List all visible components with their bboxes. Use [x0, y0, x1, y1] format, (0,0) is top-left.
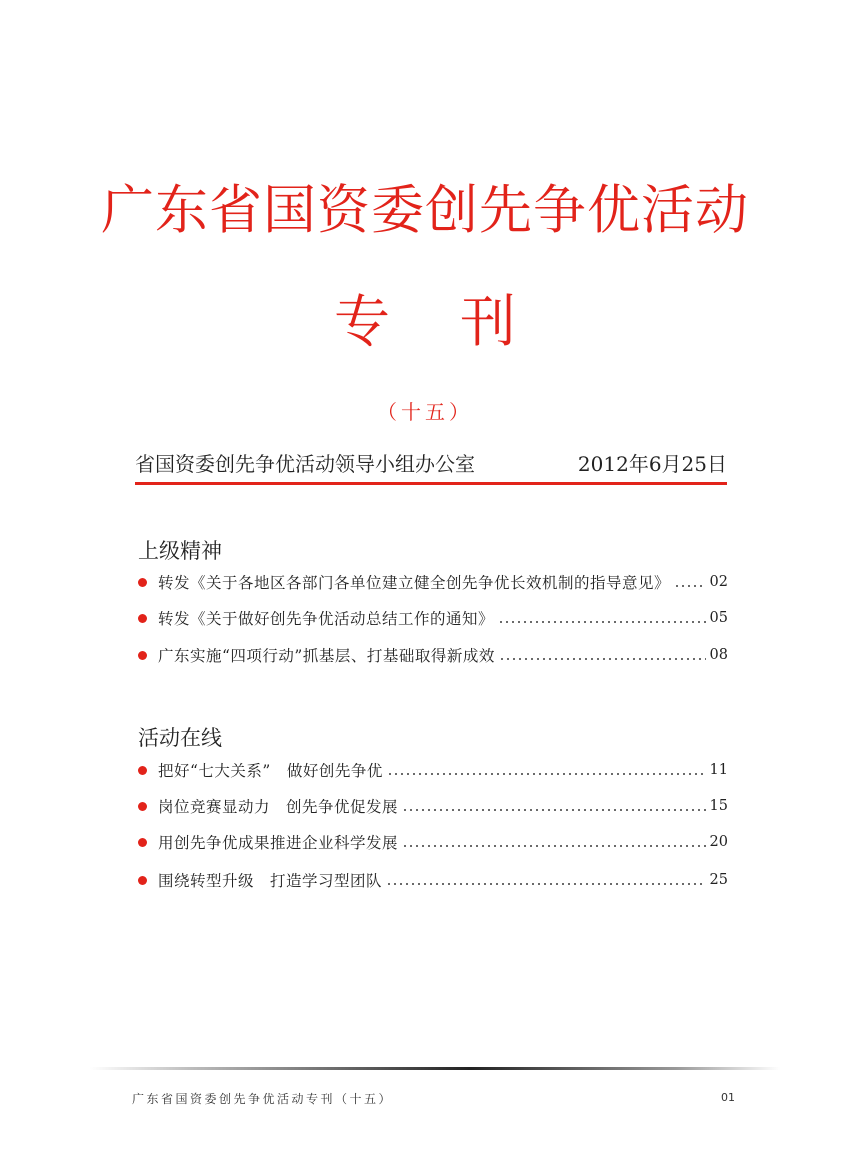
toc-item-text: 围绕转型升级 打造学习型团队: [158, 872, 383, 890]
dot-leader: [402, 845, 706, 847]
bullet-icon: [138, 766, 147, 775]
toc-item-text: 转发《关于做好创先争优活动总结工作的通知》: [158, 610, 495, 628]
dot-leader: [499, 658, 706, 660]
bullet-icon: [138, 614, 147, 623]
footer-title: 广东省国资委创先争优活动专刊（十五）: [132, 1092, 394, 1106]
toc-item-page: 02: [709, 574, 728, 590]
toc-item[interactable]: [138, 795, 728, 817]
toc-item-page: 15: [709, 798, 728, 814]
header-divider: [135, 482, 727, 485]
bullet-icon: [138, 578, 147, 587]
page-title: 广东省国资委创先争优活动: [101, 180, 749, 241]
toc-item[interactable]: [138, 759, 728, 781]
bullet-icon: [138, 651, 147, 660]
page-subtitle: 专刊: [334, 290, 586, 355]
bullet-icon: [138, 876, 147, 885]
dot-leader: [387, 773, 706, 775]
section-title-activities-online: 活动在线: [138, 726, 222, 750]
footer-divider: [90, 1067, 780, 1070]
dot-leader: [674, 585, 706, 587]
toc-item-text: 广东实施“四项行动”抓基层、打基础取得新成效: [158, 647, 495, 665]
toc-item-page: 25: [709, 872, 728, 888]
dot-leader: [402, 809, 706, 811]
publication-date: 2012年6月25日: [577, 452, 727, 476]
dot-leader: [498, 621, 706, 623]
toc-item-page: 20: [709, 834, 728, 850]
publisher: 省国资委创先争优活动领导小组办公室: [135, 452, 475, 476]
toc-item[interactable]: [138, 607, 728, 629]
toc-item[interactable]: [138, 831, 728, 853]
toc-item[interactable]: [138, 571, 728, 593]
toc-item[interactable]: [138, 644, 728, 666]
toc-item-page: 05: [709, 610, 728, 626]
footer-page-number: 01: [721, 1091, 735, 1104]
toc-item-text: 把好“七大关系” 做好创先争优: [158, 762, 383, 780]
toc-item[interactable]: [138, 869, 728, 891]
issue-number: （十五）: [377, 400, 473, 424]
toc-item-text: 用创先争优成果推进企业科学发展: [158, 834, 399, 852]
toc-item-page: 11: [709, 762, 728, 778]
section-title-upper-spirit: 上级精神: [138, 539, 222, 563]
toc-item-text: 岗位竞赛显动力 创先争优促发展: [158, 798, 399, 816]
toc-item-page: 08: [709, 647, 728, 663]
dot-leader: [386, 883, 706, 885]
toc-item-text: 转发《关于各地区各部门各单位建立健全创先争优长效机制的指导意见》: [158, 574, 671, 592]
bullet-icon: [138, 838, 147, 847]
bullet-icon: [138, 802, 147, 811]
